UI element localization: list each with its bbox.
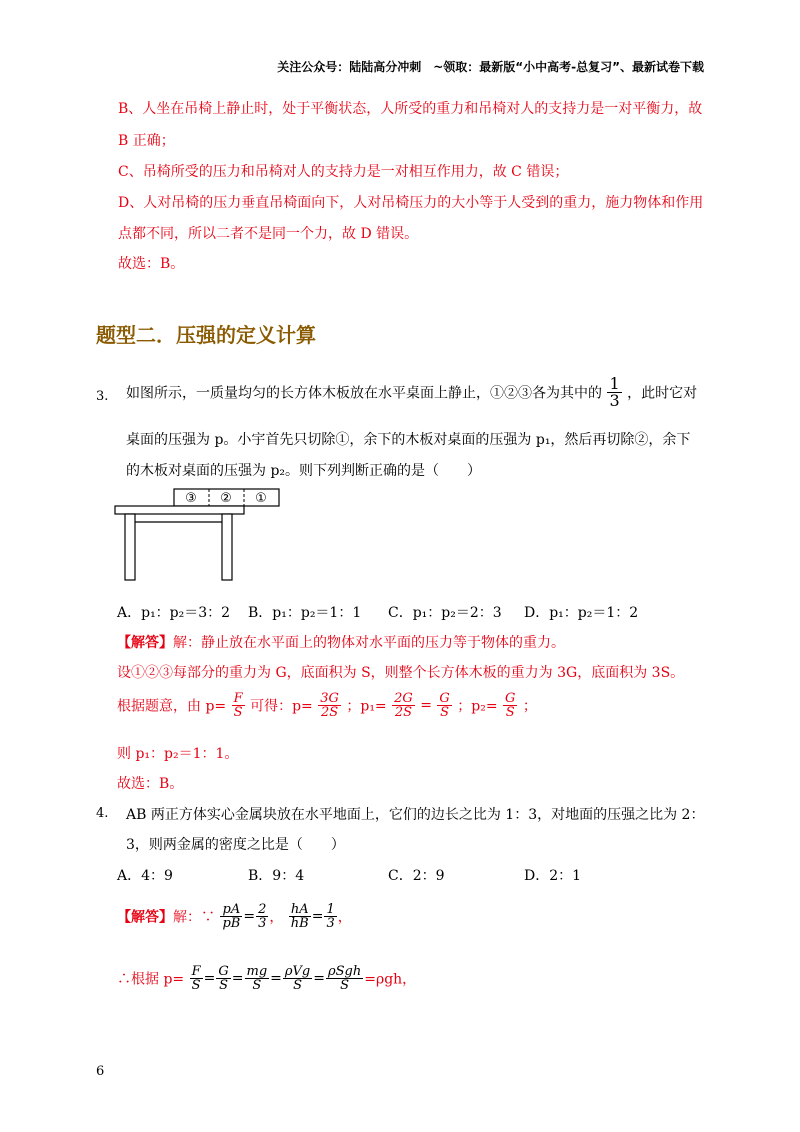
equals-sign: = [203,970,216,987]
q4-option-d: D．2：1 [524,868,582,884]
question-3-number: 3. [96,389,109,404]
fraction-f-over-s [232,692,245,719]
frac-num: G [218,964,229,979]
frac-num: 1 [326,902,335,917]
fraction-3g-over-2s [318,692,341,719]
table-leg-right [222,514,232,580]
equals-sign: = [231,970,244,987]
q3-answer-line1 [117,632,565,652]
q4-answer-line1 [117,903,352,930]
formula-intro: 根据题意，由 p= [117,698,227,715]
frac-den: hB [290,916,309,931]
fraction-rhovg-over-s [283,965,312,992]
question-4-line2: 3，则两金属的密度之比是（ ） [126,837,345,853]
q3-formula-line [117,692,537,719]
question-3-line3: 的木板对桌面的压强为 p₂。则下列判断正确的是（ ） [126,463,482,479]
frac-den: S [233,705,243,720]
answer-tag: 【解答】 [117,635,173,651]
q4-option-c: C．2：9 [388,868,445,884]
page-header: 关注公众号：陆陆高分冲刺 ~领取：最新版“小中高考-总复习”、最新试卷下载 [277,60,704,74]
answer-b-line1: B、人坐在吊椅上静止时，处于平衡状态，人所受的重力和吊椅对人的支持力是一对平衡力，故 [118,101,703,117]
equals-sign: = [311,908,324,925]
question-3-line2: 桌面的压强为 p。小宇首先只切除①，余下的木板对桌面的压强为 p₁，然后再切除②，余下 [126,432,691,448]
frac-den: 3 [258,916,267,931]
separator: ， [269,909,284,926]
frac-num: pA [220,903,242,917]
table-top [115,506,244,514]
fraction-mg-over-s [245,965,270,992]
section-title: 题型二．压强的定义计算 [96,323,316,347]
formula-pre: ∴根据 p= [117,971,185,988]
fraction-rhosgh-over-s [326,965,363,992]
board-label-2: ② [220,491,232,506]
q3-option-c: C．p₁：p₂＝2：3 [388,605,502,621]
fraction-2g-over-2s [392,692,415,719]
q3-result: 则 p₁：p₂＝1：1。 [117,746,239,762]
frac-den: S [191,978,201,993]
frac-den: 3 [326,916,335,931]
frac-num: hA [289,903,311,917]
fraction-denominator: 3 [609,391,620,410]
table-leg-left [125,514,135,580]
equals-sign: = [270,970,282,987]
equals-sign: = [243,908,256,925]
fraction-pa-over-pb [220,903,242,930]
table-board-figure [112,484,292,584]
fraction-numerator: 1 [609,374,620,393]
frac-num: 2 [258,902,267,917]
frac-num: mg [246,964,268,979]
formula-mid1: 可得：p= [250,698,313,715]
fraction-2-over-3 [256,903,268,930]
answer-pre: 解：∵ [173,909,215,926]
fraction-f-over-s [190,965,203,992]
q4-formula-line [117,965,416,992]
frac-num: G [439,691,450,706]
frac-num: F [233,691,243,706]
question-3-line1 [126,376,697,409]
frac-num: F [191,964,201,979]
board-label-3: ③ [185,491,197,506]
frac-den: S [219,978,229,993]
frac-den: 2S [320,705,339,720]
answer-choice: 故选：B。 [118,256,185,272]
frac-num: 3G [320,691,339,706]
answer-d-line2: 点都不同，所以二者不是同一个力，故 D 错误。 [118,226,419,242]
answer-c-line: C、吊椅所受的压力和吊椅对人的支持力是一对相互作用力，故 C 错误； [118,164,569,180]
frac-num: G [505,691,516,706]
fraction-ha-over-hb [289,903,311,930]
fraction-g-over-s-2 [503,692,517,719]
frac-num: ρSgh [327,964,362,979]
question-3-line1-text-b: ，此时它对 [627,385,698,402]
one-third-fraction [607,376,621,409]
question-3-line1-text-a: 如图所示，一质量均匀的长方体木板放在水平桌面上静止，①②③各为其中的 [126,385,602,402]
q4-option-b: B．9：4 [248,868,305,884]
fraction-g-over-s [437,692,451,719]
question-4-number: 4. [96,806,109,821]
question-4-line1: AB 两正方体实心金属块放在水平地面上，它们的边长之比为 1：3，对地面的压强之比为 2： [126,807,705,823]
q3-choice: 故选：B。 [117,776,184,792]
formula-mid3: ；p₂= [457,698,498,715]
q3-answer-line2: 设①②③每部分的重力为 G，底面积为 S，则整个长方体木板的重力为 3G，底面积为 3S。 [117,665,685,681]
formula-end: ； [522,698,537,715]
frac-den: S [505,705,515,720]
answer-tag: 【解答】 [117,909,173,926]
page-number: 6 [96,1064,105,1079]
frac-den: S [293,978,303,993]
separator: ， [337,909,352,926]
formula-mid2: ；p₁= [346,698,387,715]
frac-den: pB [222,916,241,931]
frac-den: S [252,978,262,993]
formula-end: =ρgh， [364,971,417,988]
frac-den: 2S [394,705,413,720]
fraction-g-over-s [216,965,230,992]
q4-option-a: A．4：9 [117,868,173,884]
fraction-1-over-3 [324,903,336,930]
equals-sign: = [420,697,432,714]
q3-option-b: B．p₁：p₂＝1：1 [248,605,362,621]
equals-sign: = [313,970,325,987]
board-label-1: ① [255,491,267,506]
answer-d-line1: D、人对吊椅的压力垂直吊椅面向下，人对吊椅压力的大小等于人受到的重力，施力物体和作用 [118,195,704,211]
q3-option-a: A．p₁：p₂＝3：2 [117,605,231,621]
frac-den: S [440,705,450,720]
answer-b-line2: B 正确； [118,133,175,149]
answer-text: 解：静止放在水平面上的物体对水平面的压力等于物体的重力。 [173,635,565,651]
frac-num: 2G [394,691,413,706]
frac-num: ρVg [284,964,311,979]
frac-den: S [340,978,350,993]
q3-option-d: D．p₁：p₂＝1：2 [524,605,639,621]
